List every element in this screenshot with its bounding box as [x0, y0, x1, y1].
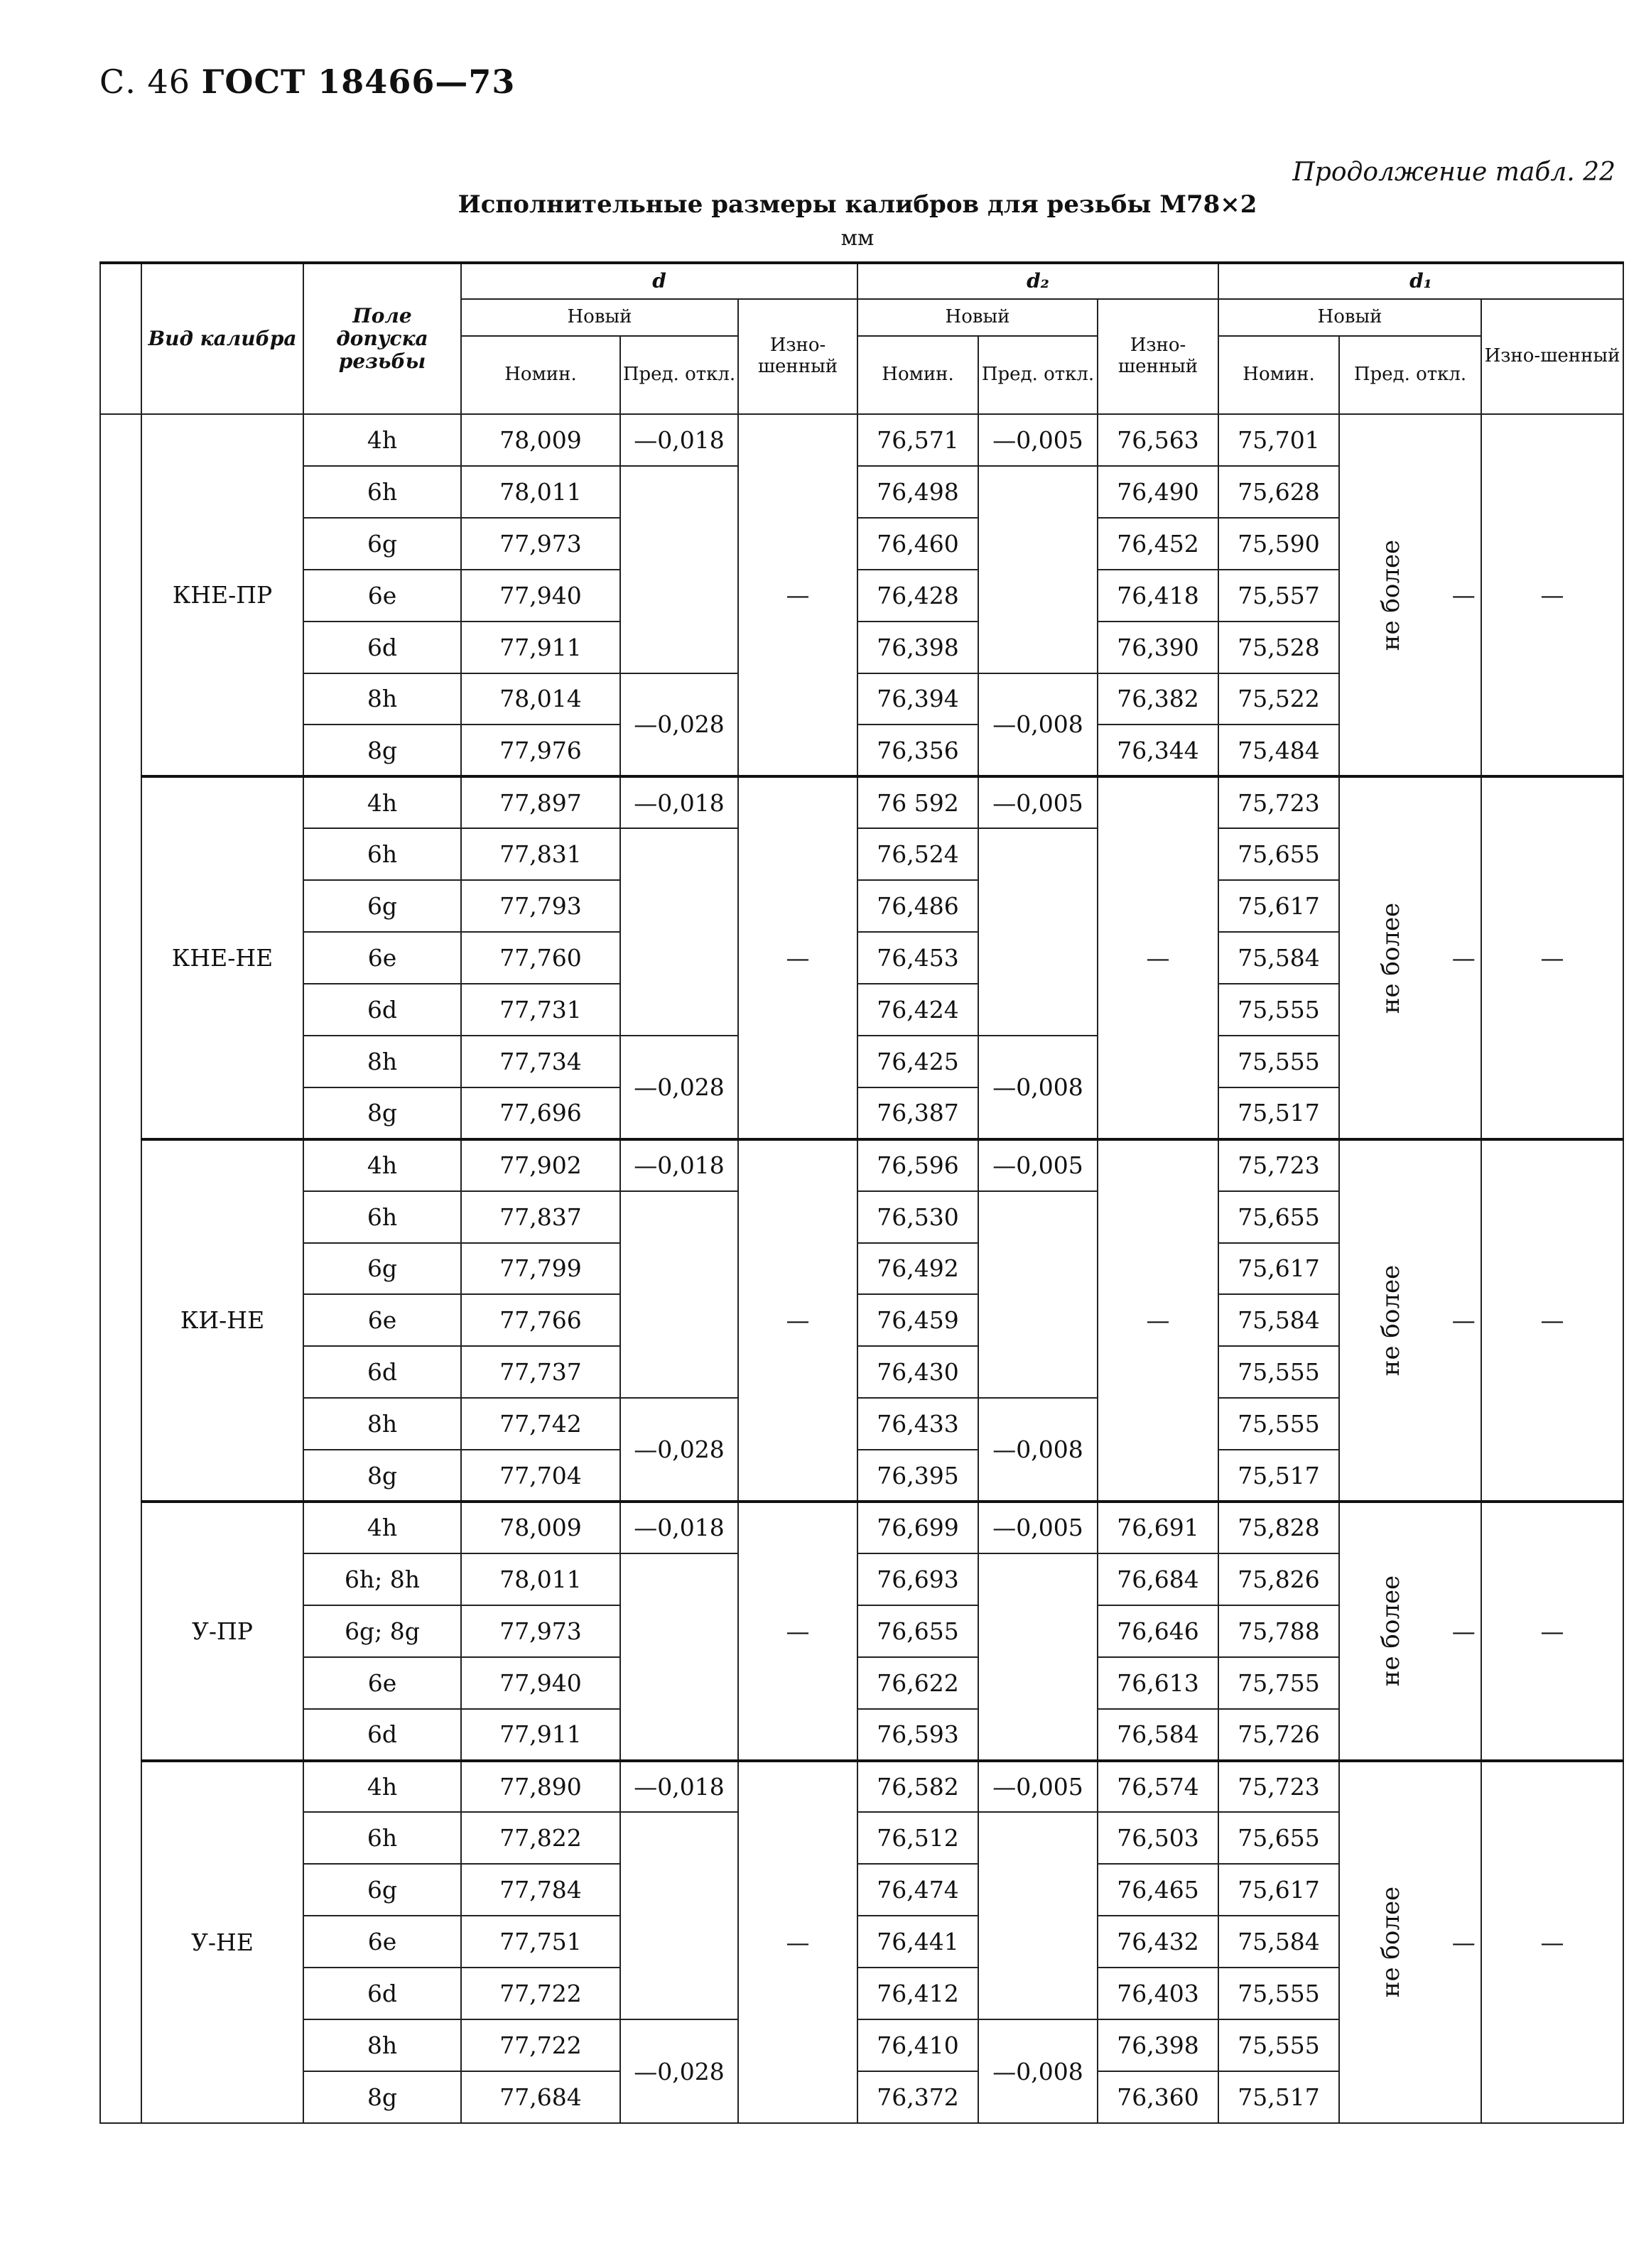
tolerance-field-cell: 6e — [303, 932, 461, 984]
column-header-d: d — [461, 263, 857, 299]
d1-nominal-cell: 75,617 — [1218, 1243, 1339, 1295]
d2-worn-cell: 76,465 — [1098, 1864, 1218, 1916]
column-header-d2-deviation: Пред. откл. — [978, 336, 1098, 414]
d1-deviation-dash: — — [1451, 581, 1476, 609]
tolerance-field-cell: 8g — [303, 2071, 461, 2123]
d2-worn-cell: 76,490 — [1098, 466, 1218, 518]
d2-nominal-cell: 76,693 — [857, 1553, 978, 1605]
d2-deviation-cell: —0,008 — [978, 673, 1098, 777]
table-row — [100, 1761, 1623, 1813]
d-deviation-cell: —0,018 — [620, 776, 738, 828]
d-deviation-cell: —0,028 — [620, 2019, 738, 2123]
tolerance-field-cell: 6g; 8g — [303, 1605, 461, 1657]
d2-nominal-cell: 76,424 — [857, 984, 978, 1036]
d-worn-cell: — — [738, 1502, 857, 1761]
d-deviation-cell: —0,028 — [620, 1398, 738, 1502]
column-header-name — [100, 263, 141, 414]
d-worn-cell: — — [738, 1761, 857, 2123]
d1-nominal-cell: 75,723 — [1218, 1761, 1339, 1813]
not-more-label: не более — [1377, 539, 1406, 651]
d2-deviation-cell — [978, 828, 1098, 1036]
d1-nominal-cell: 75,655 — [1218, 1812, 1339, 1864]
d-worn-cell: — — [738, 776, 857, 1139]
d2-nominal-cell: 76,486 — [857, 880, 978, 932]
tolerance-field-cell: 4h — [303, 1761, 461, 1813]
d2-deviation-cell: —0,005 — [978, 414, 1098, 466]
gauge-type-label: КИ-НЕ — [141, 1139, 303, 1502]
d2-deviation-cell: —0,005 — [978, 776, 1098, 828]
d-nominal-cell: 77,737 — [461, 1346, 620, 1398]
d-nominal-cell: 78,009 — [461, 1502, 620, 1553]
d1-nominal-cell: 75,555 — [1218, 1346, 1339, 1398]
column-header-d-new: Новый — [461, 299, 738, 336]
d2-worn-cell: 76,584 — [1098, 1709, 1218, 1761]
d-nominal-cell: 78,009 — [461, 414, 620, 466]
tolerance-field-cell: 8h — [303, 1398, 461, 1450]
tolerance-field-cell: 6h — [303, 828, 461, 880]
not-more-label: не более — [1377, 902, 1406, 1014]
d-nominal-cell: 78,014 — [461, 673, 620, 725]
d2-deviation-cell — [978, 1553, 1098, 1761]
d2-worn-cell: 76,360 — [1098, 2071, 1218, 2123]
d1-nominal-cell: 75,555 — [1218, 984, 1339, 1036]
d1-nominal-cell: 75,528 — [1218, 622, 1339, 673]
d2-nominal-cell: 76,593 — [857, 1709, 978, 1761]
tolerance-field-cell: 4h — [303, 1139, 461, 1191]
d2-nominal-cell: 76,622 — [857, 1657, 978, 1709]
d-deviation-cell: —0,028 — [620, 673, 738, 777]
tolerance-field-cell: 8g — [303, 725, 461, 776]
tolerance-field-cell: 6h; 8h — [303, 1553, 461, 1605]
column-header-d-deviation: Пред. откл. — [620, 336, 738, 414]
d1-nominal-cell: 75,555 — [1218, 1398, 1339, 1450]
not-more-label: не более — [1377, 1575, 1406, 1687]
d1-worn-cell: — — [1481, 776, 1623, 1139]
tolerance-field-cell: 4h — [303, 414, 461, 466]
d2-worn-cell: 76,432 — [1098, 1916, 1218, 1968]
d-nominal-cell: 77,799 — [461, 1243, 620, 1295]
d-nominal-cell: 77,731 — [461, 984, 620, 1036]
d2-worn-cell: 76,452 — [1098, 518, 1218, 570]
d-nominal-cell: 77,722 — [461, 1968, 620, 2019]
d-nominal-cell: 77,973 — [461, 1605, 620, 1657]
d2-worn-cell: 76,574 — [1098, 1761, 1218, 1813]
d1-deviation-dash: — — [1451, 944, 1476, 972]
d1-nominal-cell: 75,788 — [1218, 1605, 1339, 1657]
d2-nominal-cell: 76,387 — [857, 1087, 978, 1139]
d1-deviation-not-more — [1339, 1139, 1481, 1502]
d2-worn-cell: 76,613 — [1098, 1657, 1218, 1709]
d2-nominal-cell: 76,655 — [857, 1605, 978, 1657]
tolerance-field-cell: 6d — [303, 1709, 461, 1761]
d-nominal-cell: 77,822 — [461, 1812, 620, 1864]
d1-worn-cell: — — [1481, 1761, 1623, 2123]
d-nominal-cell: 77,684 — [461, 2071, 620, 2123]
column-header-gauge-type: Вид калибра — [141, 263, 303, 414]
d2-nominal-cell: 76,433 — [857, 1398, 978, 1450]
units-label: мм — [840, 226, 875, 251]
d1-deviation-not-more — [1339, 1502, 1481, 1761]
d2-nominal-cell: 76,394 — [857, 673, 978, 725]
tolerance-field-cell: 6d — [303, 1346, 461, 1398]
table-row — [100, 1502, 1623, 1553]
d1-deviation-dash: — — [1451, 1306, 1476, 1335]
d-nominal-cell: 78,011 — [461, 1553, 620, 1605]
column-header-d2: d₂ — [857, 263, 1218, 299]
d-nominal-cell: 77,751 — [461, 1916, 620, 1968]
d1-worn-cell: — — [1481, 414, 1623, 776]
tolerance-field-cell: 4h — [303, 776, 461, 828]
d1-nominal-cell: 75,701 — [1218, 414, 1339, 466]
page-header — [99, 63, 515, 101]
d1-nominal-cell: 75,584 — [1218, 932, 1339, 984]
not-more-label: не более — [1377, 1887, 1406, 1998]
tolerance-field-cell: 6g — [303, 1864, 461, 1916]
d2-worn-cell: 76,563 — [1098, 414, 1218, 466]
tolerance-field-cell: 8g — [303, 1450, 461, 1502]
d2-deviation-cell: —0,005 — [978, 1502, 1098, 1553]
d2-worn-cell: — — [1098, 776, 1218, 1139]
d1-deviation-not-more — [1339, 414, 1481, 776]
column-header-d1-deviation: Пред. откл. — [1339, 336, 1481, 414]
d1-nominal-cell: 75,555 — [1218, 1036, 1339, 1087]
tolerance-field-cell: 8h — [303, 1036, 461, 1087]
d2-nominal-cell: 76,492 — [857, 1243, 978, 1295]
column-header-d-nominal: Номин. — [461, 336, 620, 414]
d-nominal-cell: 77,793 — [461, 880, 620, 932]
column-header-d2-new: Новый — [857, 299, 1098, 336]
d1-nominal-cell: 75,826 — [1218, 1553, 1339, 1605]
d-nominal-cell: 77,784 — [461, 1864, 620, 1916]
d-nominal-cell: 77,973 — [461, 518, 620, 570]
tolerance-field-cell: 6e — [303, 1916, 461, 1968]
d1-nominal-cell: 75,590 — [1218, 518, 1339, 570]
column-header-d-worn: Изно-шенный — [738, 299, 857, 414]
d1-nominal-cell: 75,522 — [1218, 673, 1339, 725]
d1-nominal-cell: 75,484 — [1218, 725, 1339, 776]
d2-worn-cell: 76,503 — [1098, 1812, 1218, 1864]
d-nominal-cell: 77,890 — [461, 1761, 620, 1813]
table-row — [100, 776, 1623, 828]
d-worn-cell: — — [738, 1139, 857, 1502]
d2-worn-cell: 76,390 — [1098, 622, 1218, 673]
column-header-tolerance-field: Поле допуска резьбы — [303, 263, 461, 414]
d1-nominal-cell: 75,755 — [1218, 1657, 1339, 1709]
d-deviation-cell: —0,018 — [620, 1139, 738, 1191]
tolerance-field-cell: 6h — [303, 466, 461, 518]
column-header-d2-worn: Изно-шенный — [1098, 299, 1218, 414]
d1-deviation-dash: — — [1451, 1928, 1476, 1956]
d-nominal-cell: 77,722 — [461, 2019, 620, 2071]
d-deviation-cell: —0,018 — [620, 414, 738, 466]
d-deviation-cell: —0,018 — [620, 1761, 738, 1813]
d1-worn-cell: — — [1481, 1139, 1623, 1502]
tolerance-field-cell: 6d — [303, 1968, 461, 2019]
d1-nominal-cell: 75,655 — [1218, 828, 1339, 880]
d2-worn-cell: 76,382 — [1098, 673, 1218, 725]
tolerance-field-cell: 6d — [303, 622, 461, 673]
tolerance-field-cell: 8h — [303, 2019, 461, 2071]
d2-nominal-cell: 76,596 — [857, 1139, 978, 1191]
d-nominal-cell: 77,911 — [461, 1709, 620, 1761]
d-nominal-cell: 77,837 — [461, 1191, 620, 1243]
d1-nominal-cell: 75,655 — [1218, 1191, 1339, 1243]
d-deviation-cell — [620, 1191, 738, 1399]
d1-nominal-cell: 75,584 — [1218, 1294, 1339, 1346]
d1-nominal-cell: 75,617 — [1218, 1864, 1339, 1916]
d2-worn-cell: 76,418 — [1098, 570, 1218, 622]
d2-nominal-cell: 76,425 — [857, 1036, 978, 1087]
d2-nominal-cell: 76,356 — [857, 725, 978, 776]
d-deviation-cell — [620, 1812, 738, 2019]
table-row — [100, 414, 1623, 466]
d-deviation-cell: —0,018 — [620, 1502, 738, 1553]
table-title: Исполнительные размеры калибров для резьбы М78×2 — [458, 190, 1257, 219]
tolerance-field-cell: 6h — [303, 1812, 461, 1864]
d2-deviation-cell — [978, 1812, 1098, 2019]
table-body — [100, 414, 1623, 2123]
d-nominal-cell: 77,742 — [461, 1398, 620, 1450]
d1-nominal-cell: 75,726 — [1218, 1709, 1339, 1761]
d1-nominal-cell: 75,628 — [1218, 466, 1339, 518]
table-row — [100, 1139, 1623, 1191]
d2-nominal-cell: 76,398 — [857, 622, 978, 673]
d2-nominal-cell: 76,395 — [857, 1450, 978, 1502]
d2-nominal-cell: 76,428 — [857, 570, 978, 622]
tolerance-field-cell: 6e — [303, 570, 461, 622]
d2-deviation-cell — [978, 466, 1098, 673]
d1-nominal-cell: 75,517 — [1218, 1450, 1339, 1502]
d1-deviation-dash: — — [1451, 1617, 1476, 1645]
d-nominal-cell: 77,976 — [461, 725, 620, 776]
d-nominal-cell: 77,704 — [461, 1450, 620, 1502]
tolerance-field-cell: 8g — [303, 1087, 461, 1139]
d2-deviation-cell: —0,008 — [978, 1036, 1098, 1139]
tolerance-field-cell: 6d — [303, 984, 461, 1036]
d2-deviation-cell: —0,005 — [978, 1139, 1098, 1191]
d1-nominal-cell: 75,723 — [1218, 1139, 1339, 1191]
tolerance-field-cell: 6e — [303, 1657, 461, 1709]
d2-nominal-cell: 76,498 — [857, 466, 978, 518]
d2-nominal-cell: 76,699 — [857, 1502, 978, 1553]
tolerance-field-cell: 6g — [303, 880, 461, 932]
d2-nominal-cell: 76 592 — [857, 776, 978, 828]
d2-nominal-cell: 76,372 — [857, 2071, 978, 2123]
d1-nominal-cell: 75,555 — [1218, 2019, 1339, 2071]
d2-deviation-cell: —0,005 — [978, 1761, 1098, 1813]
d2-worn-cell: 76,344 — [1098, 725, 1218, 776]
d2-nominal-cell: 76,524 — [857, 828, 978, 880]
d1-worn-cell: — — [1481, 1502, 1623, 1761]
tolerance-field-cell: 6e — [303, 1294, 461, 1346]
d-nominal-cell: 77,696 — [461, 1087, 620, 1139]
d2-worn-cell: — — [1098, 1139, 1218, 1502]
column-header-d1-worn: Изно-шенный — [1481, 299, 1623, 414]
d-nominal-cell: 77,760 — [461, 932, 620, 984]
gauge-type-label: У-НЕ — [141, 1761, 303, 2123]
gauge-type-label: КНЕ-НЕ — [141, 776, 303, 1139]
d1-nominal-cell: 75,517 — [1218, 1087, 1339, 1139]
d-nominal-cell: 77,940 — [461, 570, 620, 622]
d-nominal-cell: 77,897 — [461, 776, 620, 828]
d1-nominal-cell: 75,584 — [1218, 1916, 1339, 1968]
tolerance-field-cell: 4h — [303, 1502, 461, 1553]
d2-worn-cell: 76,684 — [1098, 1553, 1218, 1605]
d2-worn-cell: 76,398 — [1098, 2019, 1218, 2071]
d2-nominal-cell: 76,460 — [857, 518, 978, 570]
d2-worn-cell: 76,691 — [1098, 1502, 1218, 1553]
d2-nominal-cell: 76,474 — [857, 1864, 978, 1916]
d2-nominal-cell: 76,441 — [857, 1916, 978, 1968]
d1-nominal-cell: 75,517 — [1218, 2071, 1339, 2123]
d-deviation-cell — [620, 1553, 738, 1761]
standard-number: ГОСТ 18466—73 — [201, 63, 516, 101]
tolerance-field-cell: 6g — [303, 1243, 461, 1295]
d1-nominal-cell: 75,723 — [1218, 776, 1339, 828]
d1-nominal-cell: 75,828 — [1218, 1502, 1339, 1553]
column-header-d1-new: Новый — [1218, 299, 1481, 336]
d-nominal-cell: 77,940 — [461, 1657, 620, 1709]
d-deviation-cell — [620, 828, 738, 1036]
d-nominal-cell: 77,766 — [461, 1294, 620, 1346]
d-nominal-cell: 78,011 — [461, 466, 620, 518]
d2-worn-cell: 76,646 — [1098, 1605, 1218, 1657]
d2-nominal-cell: 76,453 — [857, 932, 978, 984]
d-nominal-cell: 77,902 — [461, 1139, 620, 1191]
d2-nominal-cell: 76,459 — [857, 1294, 978, 1346]
d-nominal-cell: 77,831 — [461, 828, 620, 880]
d2-deviation-cell: —0,008 — [978, 2019, 1098, 2123]
d1-nominal-cell: 75,555 — [1218, 1968, 1339, 2019]
d-nominal-cell: 77,911 — [461, 622, 620, 673]
d2-deviation-cell — [978, 1191, 1098, 1399]
gauge-group-label — [100, 414, 141, 2123]
d1-deviation-not-more — [1339, 776, 1481, 1139]
d-nominal-cell: 77,734 — [461, 1036, 620, 1087]
gauge-type-label: КНЕ-ПР — [141, 414, 303, 776]
gauge-type-label: У-ПР — [141, 1502, 303, 1761]
page-number: С. 46 — [99, 63, 190, 101]
column-header-d1-nominal: Номин. — [1218, 336, 1339, 414]
d2-nominal-cell: 76,512 — [857, 1812, 978, 1864]
d1-nominal-cell: 75,557 — [1218, 570, 1339, 622]
d2-nominal-cell: 76,571 — [857, 414, 978, 466]
gauge-dimensions-table — [99, 261, 1624, 2124]
tolerance-field-cell: 6h — [303, 1191, 461, 1243]
d-deviation-cell — [620, 466, 738, 673]
d2-deviation-cell: —0,008 — [978, 1398, 1098, 1502]
not-more-label: не более — [1377, 1264, 1406, 1377]
d2-nominal-cell: 76,530 — [857, 1191, 978, 1243]
d2-nominal-cell: 76,430 — [857, 1346, 978, 1398]
d2-nominal-cell: 76,582 — [857, 1761, 978, 1813]
column-header-d2-nominal: Номин. — [857, 336, 978, 414]
d-worn-cell: — — [738, 414, 857, 776]
d2-nominal-cell: 76,410 — [857, 2019, 978, 2071]
d1-deviation-not-more — [1339, 1761, 1481, 2123]
column-header-d1: d₁ — [1218, 263, 1623, 299]
d1-nominal-cell: 75,617 — [1218, 880, 1339, 932]
d2-nominal-cell: 76,412 — [857, 1968, 978, 2019]
table-continuation-note: Продолжение табл. 22 — [1292, 158, 1615, 187]
d2-worn-cell: 76,403 — [1098, 1968, 1218, 2019]
d-deviation-cell: —0,028 — [620, 1036, 738, 1139]
tolerance-field-cell: 8h — [303, 673, 461, 725]
tolerance-field-cell: 6g — [303, 518, 461, 570]
